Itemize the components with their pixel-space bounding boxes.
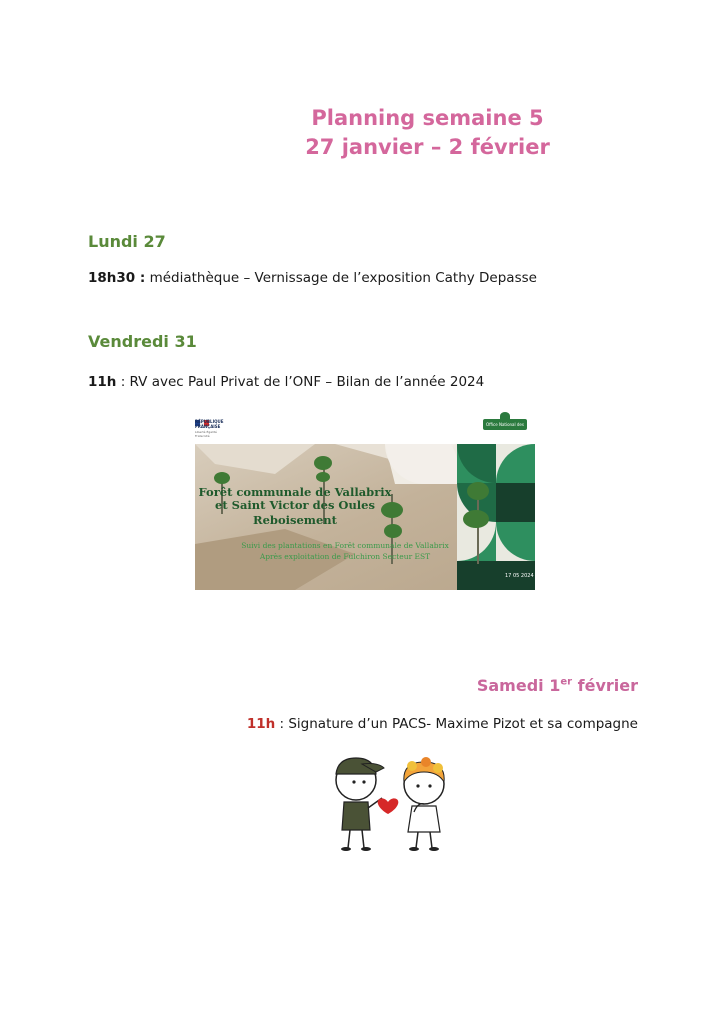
woman-figure [404, 757, 444, 851]
man-figure [336, 758, 384, 851]
day-label-prefix: Samedi 1 [476, 676, 561, 695]
onf-logo: Office National des Forêts [483, 419, 527, 430]
event-time: 18h30 : [88, 270, 146, 286]
flag-icon [195, 411, 209, 417]
sapling-leaves [467, 482, 489, 500]
banner-title [195, 486, 395, 527]
event-time: 11h [88, 374, 117, 390]
banner-caption-line2: Après exploitation de Fulchiron Secteur EST [259, 552, 431, 561]
event-text: : Signature d’un PACS- Maxime Pizot et sa compagne [275, 716, 638, 732]
sapling-leaves [316, 472, 330, 482]
banner-caption [195, 540, 495, 562]
sapling-leaves [463, 510, 489, 528]
couple-illustration [326, 752, 454, 856]
day-heading-friday: Vendredi 31 [88, 332, 197, 351]
event-saturday [247, 716, 638, 732]
banner-caption-line1: Suivi des plantations en Forêt communale de Vallabrix [241, 541, 449, 550]
title-week: Planning semaine 5 [311, 106, 544, 130]
banner-title-text: Forêt communale de Vallabrix et Saint Victor des Oules [198, 485, 392, 512]
sapling-leaves [314, 456, 332, 470]
rf-motto: Liberté Égalité Fraternité [195, 430, 217, 438]
banner-date: 17 05 2024 [505, 573, 534, 579]
day-heading-monday: Lundi 27 [88, 232, 166, 251]
banner-image [195, 444, 535, 590]
day-label-sup: er [560, 676, 573, 688]
event-monday [88, 270, 537, 286]
day-label-suffix: février [572, 676, 638, 695]
event-text: : RV avec Paul Privat de l’ONF – Bilan de l’année 2024 [116, 374, 485, 390]
banner-subtitle: Reboisement [253, 513, 337, 527]
event-friday [88, 374, 484, 390]
page-title [230, 104, 625, 162]
title-dates: 27 janvier – 2 février [305, 135, 550, 159]
event-text: médiathèque – Vernissage de l’exposition Cathy Depasse [145, 270, 537, 286]
sapling-leaves [214, 472, 230, 484]
event-time: 11h [246, 716, 276, 732]
rf-logo-text: RÉPUBLIQUE FRANÇAISE [195, 419, 224, 429]
heart-icon [378, 798, 399, 814]
day-heading-saturday [477, 676, 638, 695]
